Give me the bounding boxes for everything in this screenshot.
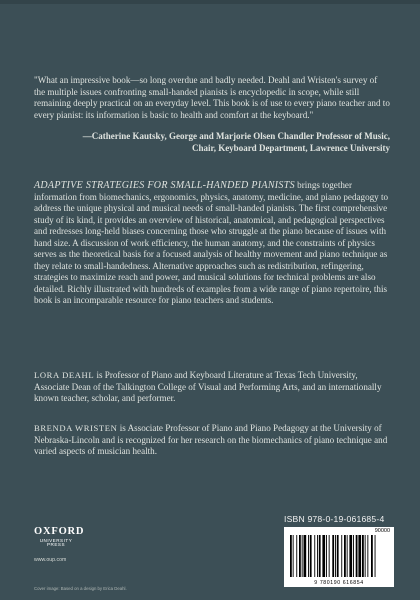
book-description: [34, 180, 390, 307]
barcode-bar: [375, 535, 376, 577]
barcode-bar: [326, 535, 327, 577]
barcode-bar: [317, 535, 318, 577]
publisher-logo-name: OXFORD: [34, 526, 85, 537]
barcode-bar: [319, 535, 321, 577]
barcode-bar: [353, 535, 354, 577]
barcode-digits: 9 780190 616854: [314, 580, 364, 586]
barcode-bar: [304, 535, 307, 577]
barcode-bar: [371, 535, 373, 577]
barcode-bar: [314, 535, 315, 577]
barcode-bar: [299, 535, 301, 577]
barcode-bar: [347, 535, 348, 577]
barcode-bar: [329, 535, 330, 577]
barcode-bar: [362, 535, 364, 577]
barcode-bar: [322, 535, 325, 577]
author-bio-text: is Professor of Piano and Keyboard Literature at Texas Tech University, Associate Dean of the Talkington College of Visual and Performing Arts, and an internationally known teacher, scholar, and performer.: [34, 370, 382, 404]
barcode-bar: [332, 535, 334, 577]
barcode-bar: [296, 535, 297, 577]
barcode-bar: [367, 535, 368, 577]
top-border: [0, 0, 420, 4]
author-name: BRENDA WRISTEN: [34, 423, 118, 433]
barcode-bar: [358, 535, 361, 577]
book-title-lead: ADAPTIVE STRATEGIES FOR SMALL-HANDED PIANISTS: [34, 180, 295, 191]
barcode-bar: [349, 535, 352, 577]
endorsement-quote: [34, 75, 390, 121]
publisher-logo-subtitle: UNIVERSITY PRESS: [39, 537, 73, 548]
author-bio-deahl: [34, 370, 390, 405]
attribution-line-2: Chair, Keyboard Department, Lawrence University: [192, 142, 390, 153]
description-body: brings together information from biomechanics, ergonomics, physics, anatomy, medicine, and piano pedagogy to address the unique physical and musical needs of small-handed pianists. The first comprehensive study of its kind, it provides an overview of historical, anatomical, and pedagogical perspectives and redresses long-held biases concerning those who struggle at the piano because of issues with hand size. A discussion of work efficiency, the human anatomy, and the constraints of physics serves as the theoretical basis for a focused analysis of healthy movement and piano technique as they relate to small-handedness. Alternative approaches such as redistribution, refingering, strategies to maximize reach and power, and musical solutions for technical problems are also detailed. Richly illustrated with hundreds of examples from a wide range of piano repertoire, this book is an incomparable resource for piano teachers and students.: [34, 180, 389, 306]
price-code: 90000: [374, 528, 390, 534]
barcode-bar: [341, 535, 342, 577]
barcode-bar: [356, 535, 358, 577]
publisher-logo: [34, 526, 85, 548]
author-bio-text: is Associate Professor of Piano and Piano Pedagogy at the University of Nebraska-Lincoln and is recognized for her research on the biomechanics of piano technique and varied aspects of musician health.: [34, 423, 388, 457]
barcode-bar: [302, 535, 303, 577]
barcode: [284, 527, 394, 587]
barcode-bar: [290, 535, 292, 577]
isbn-label: ISBN 978-0-19-061685-4: [284, 514, 385, 524]
author-name: LORA DEAHL: [34, 370, 95, 380]
attribution-line-1: —Catherine Kautsky, George and Marjorie Olsen Chandler Professor of Music,: [82, 131, 390, 141]
quote-text: "What an impressive book—so long overdue and badly needed. Deahl and Wristen's survey of the multiple issues confronting small-handed pianists is encyclopedic in scope, while still remaining deeply practical on an everyday level. This book is of use to every piano teacher and to every pianist: its information is basic to health and comfort at the keyboard.": [34, 75, 390, 120]
author-bio-wristen: [34, 423, 390, 458]
barcode-bar: [310, 535, 312, 577]
endorsement-attribution: [50, 131, 390, 154]
cover-credit: Cover image: Based on a design by Erica Deahl.: [34, 586, 127, 591]
barcode-bar: [337, 535, 339, 577]
barcode-bar: [365, 535, 366, 577]
barcode-bar: [293, 535, 294, 577]
barcode-bars: [284, 527, 394, 587]
barcode-bar: [308, 535, 309, 577]
publisher-website[interactable]: www.oup.com: [34, 557, 67, 563]
barcode-bar: [335, 535, 336, 577]
barcode-bar: [344, 535, 346, 577]
